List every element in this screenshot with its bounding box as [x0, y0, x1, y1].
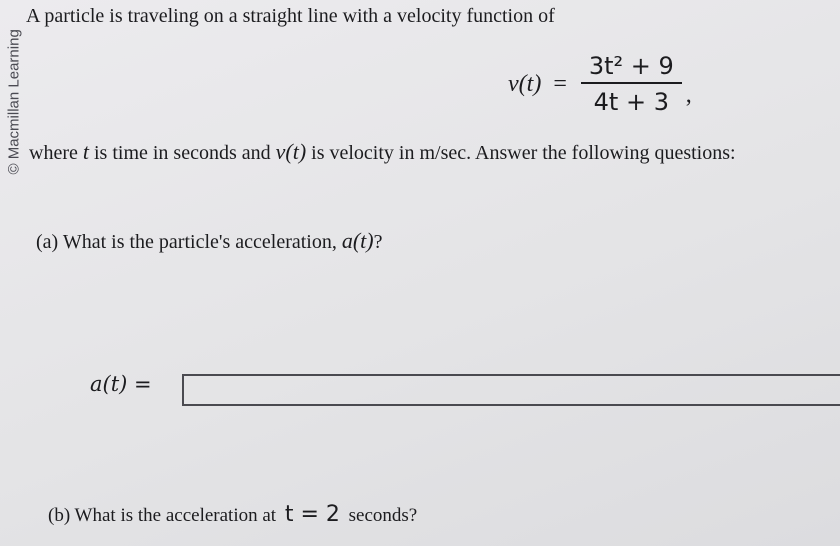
question-a [36, 228, 383, 254]
where-var-v: v(t) [275, 139, 307, 164]
velocity-formula [508, 52, 692, 116]
formula-denominator: 4t + 3 [593, 88, 669, 116]
formula-numerator: 3t² + 9 [588, 52, 674, 80]
copyright-watermark: © Macmillan Learning [5, 29, 23, 175]
answer-a-equals: = [134, 372, 152, 396]
question-b [48, 502, 417, 527]
formula-fraction [581, 52, 682, 116]
problem-intro: A particle is traveling on a straight line with a velocity function of [26, 5, 555, 27]
formula-lhs: v(t) [508, 70, 542, 97]
answer-a-var: a(t) [90, 372, 128, 396]
answer-a-input[interactable] [182, 374, 840, 406]
where-text-3: is velocity in m/sec. Answer the following questions: [311, 142, 736, 164]
question-b-tail: seconds? [348, 505, 418, 526]
question-b-text: (b) What is the acceleration at [48, 505, 277, 526]
question-a-var: a(t) [341, 228, 374, 253]
where-text-2: is time in seconds and [93, 142, 271, 164]
formula-comma: , [685, 81, 692, 108]
where-var-t: t [82, 139, 89, 164]
question-a-qmark: ? [373, 231, 383, 253]
formula-equals: = [553, 70, 567, 97]
answer-a-label [90, 372, 152, 396]
question-b-expr: t = 2 [284, 502, 340, 527]
where-clause [29, 139, 736, 165]
where-text-1: where [29, 142, 78, 164]
question-a-text: (a) What is the particle's acceleration, [36, 231, 337, 253]
